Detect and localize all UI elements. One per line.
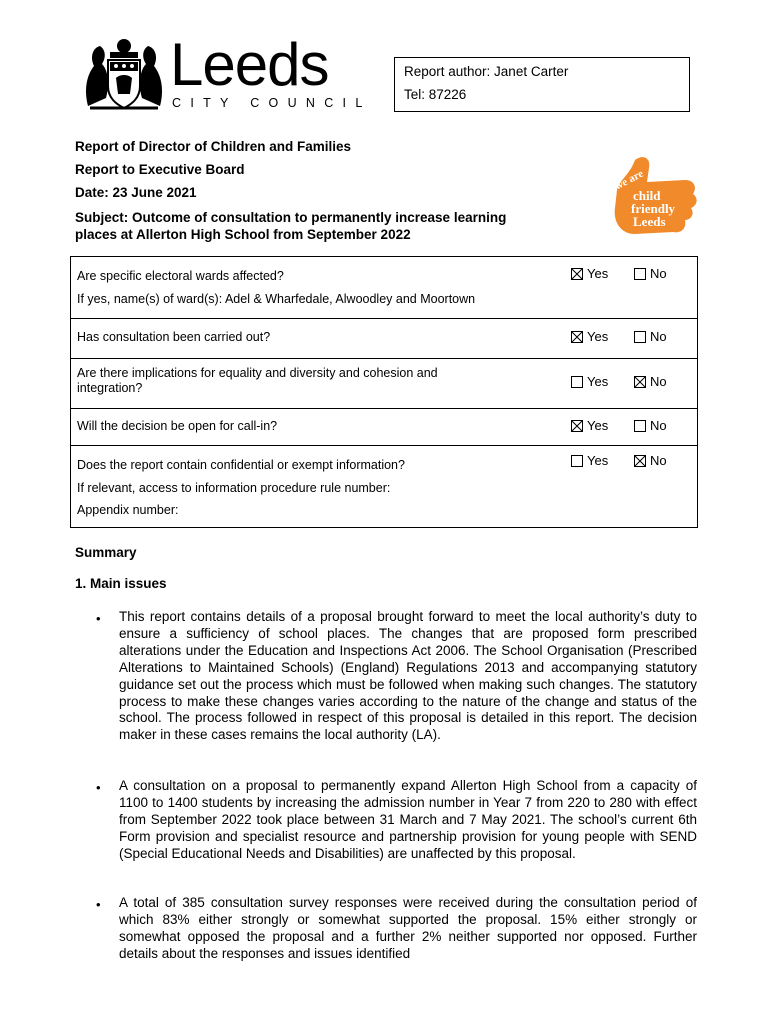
report-to: Report to Executive Board [75,162,245,177]
summary-paragraph: This report contains details of a proposal brought forward to meet the local authority’s duty to ensure a sufficiency of school places. The changes that are proposed form prescribed alterations under the Education and Inspections Act 2006. The School Organisation (Prescribed Alterations to Maintained Schools) (England) Regulations 2013 and accompanying statutory guidance set out the process which must be followed when making such changes. The statutory process to make these changes varies according to the nature of the change and status of the school. The process followed in respect of this proposal is detailed in this report. The decision maker in these cases remains the local authority (LA). [119,609,697,743]
summary-paragraph: A total of 385 consultation survey responses were received during the consultation period of which 83% either strongly or somewhat supported the proposal. 15% either strongly or somewhat opposed the proposal and a further 2% neither supported nor opposed. Further details about the responses and issues identified [119,895,697,961]
no-option[interactable] [634,329,667,343]
author-telephone: Tel: 87226 [404,87,467,102]
summary-heading: Summary [75,545,137,560]
no-option[interactable] [634,418,667,432]
question-extra-appendix: Appendix number: [77,503,179,517]
yes-label: Yes [587,266,609,281]
coat-of-arms-icon [80,36,168,112]
checkbox-icon[interactable] [571,455,583,467]
checkbox-icon[interactable] [571,376,583,388]
question-extra: If relevant, access to information procedure rule number: [77,481,391,495]
checked-checkbox-icon[interactable] [571,268,583,280]
yes-label: Yes [587,453,609,468]
question-row-confidential [71,445,697,527]
badge-text-we-are: we are [612,167,646,193]
report-date: Date: 23 June 2021 [75,185,197,200]
question-text-continued: integration? [77,381,143,395]
report-subject-line-1: Subject: Outcome of consultation to permanently increase learning [75,210,507,225]
no-option[interactable] [634,266,667,280]
leeds-wordmark: Leeds [170,31,329,98]
no-label: No [650,374,667,389]
report-author-box [394,57,690,112]
checked-checkbox-icon[interactable] [571,331,583,343]
question-row-equality [71,358,697,409]
question-text: Does the report contain confidential or exempt information? [77,458,405,472]
no-label: No [650,266,667,281]
yes-label: Yes [587,374,609,389]
question-row-consultation [71,318,697,359]
checked-checkbox-icon[interactable] [634,455,646,467]
child-friendly-leeds-badge [605,152,700,244]
question-text: Are specific electoral wards affected? [77,269,284,283]
report-of: Report of Director of Children and Families [75,139,352,154]
no-option[interactable] [634,453,667,467]
question-text: Are there implications for equality and diversity and cohesion and [77,366,438,380]
question-row-call-in [71,408,697,446]
no-label: No [650,329,667,344]
no-option[interactable] [634,374,667,388]
report-questions-table [70,256,698,528]
checkbox-icon[interactable] [634,420,646,432]
badge-text-child: child [633,188,661,203]
no-label: No [650,418,667,433]
bullet-icon: • [96,897,101,912]
report-author: Report author: Janet Carter [404,64,569,79]
checkbox-icon[interactable] [634,268,646,280]
checked-checkbox-icon[interactable] [634,376,646,388]
question-extra: If yes, name(s) of ward(s): Adel & Wharfedale, Alwoodley and Moortown [77,292,476,306]
bullet-icon: • [96,611,101,626]
yes-option[interactable] [571,374,608,388]
question-text: Has consultation been carried out? [77,330,271,344]
question-text: Will the decision be open for call-in? [77,419,278,433]
city-council-wordmark: CITY COUNCIL [172,96,372,110]
badge-text-friendly: friendly [631,201,676,216]
no-label: No [650,453,667,468]
yes-option[interactable] [571,266,608,280]
leeds-city-council-logo [80,31,372,116]
question-row-wards [71,257,697,319]
yes-option[interactable] [571,418,608,432]
bullet-icon: • [96,780,101,795]
badge-text-leeds: Leeds [633,214,666,229]
yes-label: Yes [587,418,609,433]
summary-paragraph: A consultation on a proposal to permanently expand Allerton High School from a capacity of 1100 to 1400 students by increasing the admission number in Year 7 from 220 to 280 with effect from September 2022 took place between 31 March and 7 May 2021. The school’s current 6th Form provision and specialist resource and partnership provision for young people with SEND (Special Educational Needs and Disabilities) are unaffected by this proposal. [119,778,697,861]
report-subject-line-2: places at Allerton High School from September 2022 [75,227,411,242]
checked-checkbox-icon[interactable] [571,420,583,432]
yes-option[interactable] [571,329,608,343]
yes-label: Yes [587,329,609,344]
checkbox-icon[interactable] [634,331,646,343]
yes-option[interactable] [571,453,608,467]
main-issues-heading: 1. Main issues [75,576,167,591]
